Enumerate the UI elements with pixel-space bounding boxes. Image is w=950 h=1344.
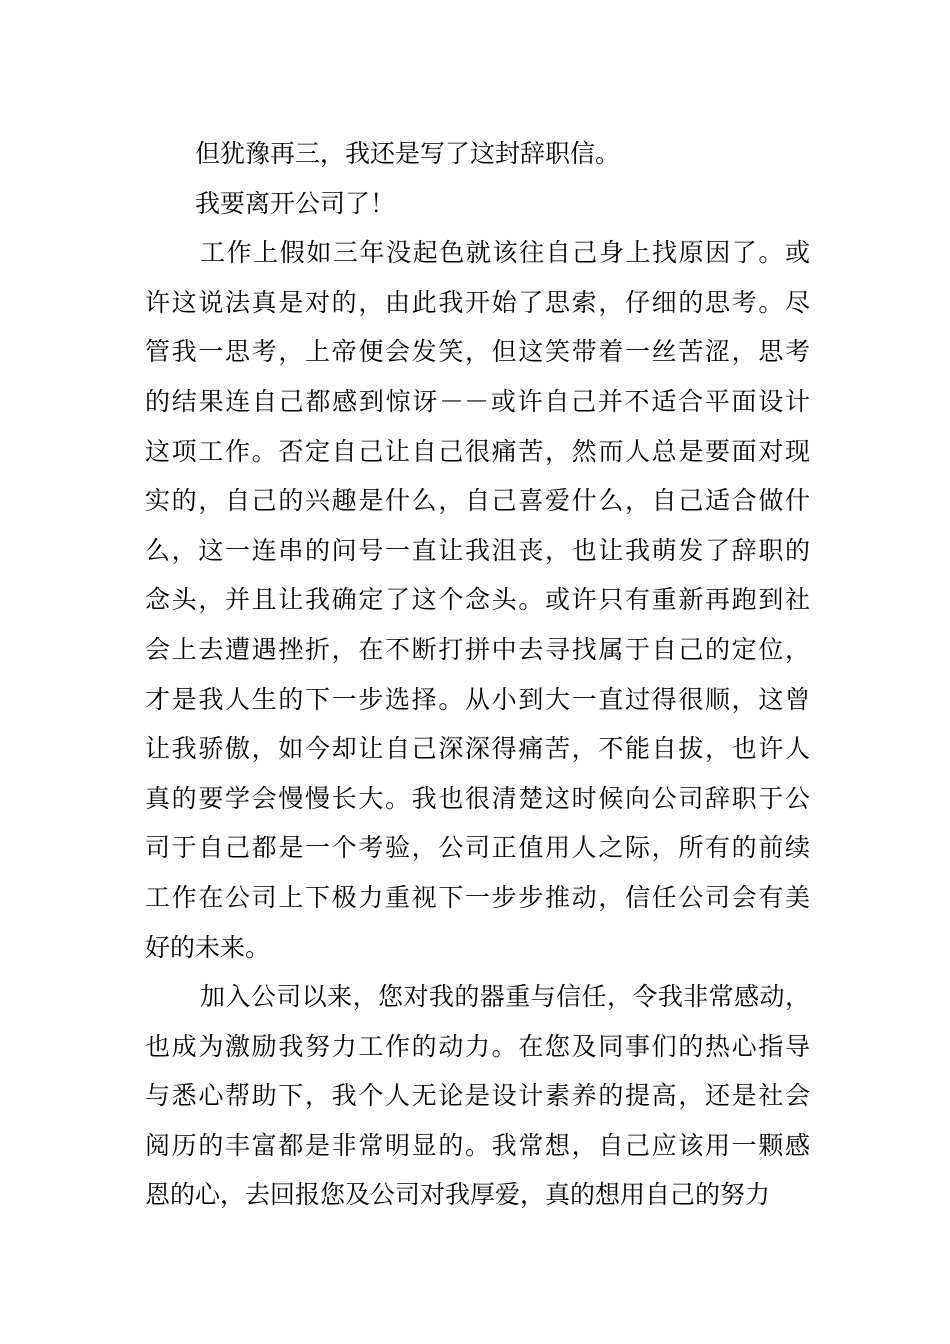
text-line: 阅历的丰富都是非常明显的。我常想，自己应该用一颗感 (145, 1130, 810, 1160)
text-line: 但犹豫再三，我还是写了这封辞职信。 (195, 139, 621, 168)
paragraph (145, 972, 810, 1220)
text-line: 我要离开公司了！ (195, 188, 396, 218)
text-line: 好的未来。 (145, 932, 271, 962)
text-line: 与悉心帮助下，我个人无论是设计素养的提高，还是社会 (145, 1081, 810, 1111)
text-line: 实的，自己的兴趣是什么，自己喜爱什么，自己适合做什 (145, 486, 810, 516)
text-line: 工作上假如三年没起色就该往自己身上找原因了。或 (200, 238, 810, 268)
paragraph (145, 179, 810, 229)
text-line: 也成为激励我努力工作的动力。在您及同事们的热心指导 (145, 1031, 810, 1061)
text-line: 么，这一连串的问号一直让我沮丧，也让我萌发了辞职的 (145, 535, 810, 565)
text-line: 这项工作。否定自己让自己很痛苦，然而人总是要面对现 (145, 436, 810, 466)
text-line: 念头，并且让我确定了这个念头。或许只有重新再跑到社 (145, 585, 810, 615)
text-line: 恩的心，去回报您及公司对我厚爱，真的想用自己的努力 (145, 1180, 771, 1210)
text-line: 管我一思考，上帝便会发笑，但这笑带着一丝苦涩，思考 (145, 337, 810, 367)
letter-body (145, 129, 810, 1220)
text-line: 真的要学会慢慢长大。我也很清楚这时候向公司辞职于公 (145, 783, 810, 813)
paragraph (145, 129, 810, 179)
text-line: 让我骄傲，如今却让自己深深得痛苦，不能自拔，也许人 (145, 734, 810, 764)
text-line: 许这说法真是对的，由此我开始了思索，仔细的思考。尽 (145, 287, 810, 317)
paragraph (145, 228, 810, 972)
text-line: 才是我人生的下一步选择。从小到大一直过得很顺，这曾 (145, 684, 810, 714)
text-line: 工作在公司上下极力重视下一步步推动，信任公司会有美 (145, 882, 810, 912)
text-line: 加入公司以来，您对我的器重与信任，令我非常感动， (200, 982, 810, 1012)
text-line: 的结果连自己都感到惊讶－－或许自己并不适合平面设计 (145, 386, 810, 416)
text-line: 司于自己都是一个考验，公司正值用人之际，所有的前续 (145, 833, 810, 863)
text-line: 会上去遭遇挫折，在不断打拼中去寻找属于自己的定位， (145, 634, 810, 664)
